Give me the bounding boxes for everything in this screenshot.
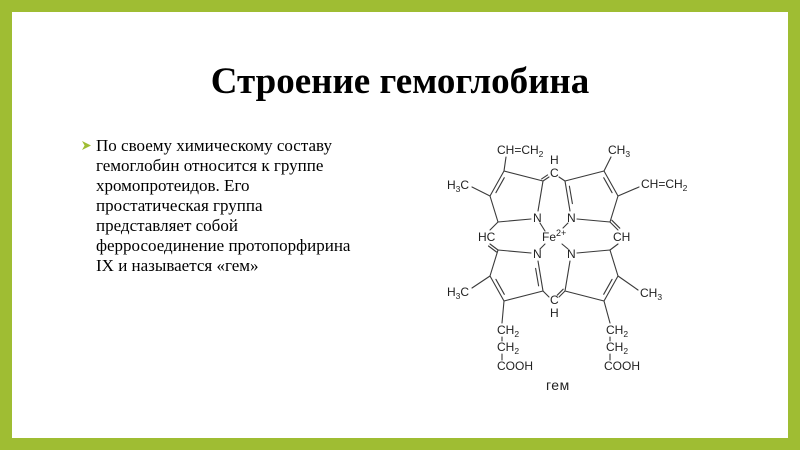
arrow-bullet-icon [82, 141, 91, 150]
bullet-line: хромопротеидов. Его [96, 176, 250, 195]
chain-left-ch2-upper [497, 323, 520, 339]
iron-atom [542, 228, 567, 244]
meso-hydrogen-bottom: H [550, 306, 559, 320]
chain-right-cooh: COOH [604, 359, 640, 373]
chain-subscript: 2 [514, 346, 520, 356]
methyl-hydrogen: H [447, 285, 456, 299]
methyl-carbon: C [460, 285, 470, 299]
vinyl-text: CH=CH [497, 143, 539, 157]
chain-text: CH [606, 340, 624, 354]
methyl-subscript: 3 [455, 291, 461, 301]
chain-text: CH [497, 323, 515, 337]
chain-subscript: 2 [623, 346, 629, 356]
methyl-group-top-left [447, 178, 470, 194]
methyl-subscript: 3 [657, 292, 663, 302]
chain-left-cooh: COOH [497, 359, 533, 373]
methyl-group-bottom-left [447, 285, 470, 301]
methyl-subscript: 3 [455, 184, 461, 194]
chain-subscript: 2 [623, 329, 629, 339]
chain-text: CH [497, 340, 515, 354]
methyl-hydrogen: H [447, 178, 456, 192]
methyl-group-top-right [608, 143, 631, 159]
meso-group-right: CH [613, 230, 631, 244]
meso-group-left: HC [478, 230, 496, 244]
chain-text: CH [606, 323, 624, 337]
methyl-carbon: C [460, 178, 470, 192]
nitrogen-bottom-left: N [533, 247, 542, 261]
bullet-paragraph [96, 136, 350, 276]
bullet-line: представляет собой [96, 216, 238, 235]
bullet-line: IX и называется «гем» [96, 256, 259, 275]
nitrogen-top-right: N [567, 211, 576, 225]
vinyl-subscript: 2 [682, 183, 688, 193]
diagram-caption: гем [546, 377, 570, 393]
bullet-line: гемоглобин относится к группе [96, 156, 324, 175]
meso-carbon-top: C [550, 166, 559, 180]
methyl-text: CH [608, 143, 626, 157]
chain-subscript: 2 [514, 329, 520, 339]
vinyl-group-top-left [497, 143, 544, 159]
chain-right-ch2-lower [606, 340, 629, 356]
vinyl-subscript: 2 [538, 149, 544, 159]
methyl-group-bottom-right [640, 286, 663, 302]
iron-charge: 2+ [556, 228, 567, 238]
meso-hydrogen-top: H [550, 153, 559, 167]
nitrogen-top-left: N [533, 211, 542, 225]
chain-left-ch2-lower [497, 340, 520, 356]
slide-title: Строение гемоглобина [210, 61, 590, 102]
vinyl-group-right [641, 177, 688, 193]
meso-carbon-bottom: C [550, 293, 559, 307]
methyl-text: CH [640, 286, 658, 300]
vinyl-text: CH=CH [641, 177, 683, 191]
methyl-subscript: 3 [625, 149, 631, 159]
bullet-line: По своему химическому составу [96, 136, 332, 155]
bullet-line: ферросоединение протопорфирина [96, 236, 351, 255]
iron-symbol: Fe [542, 230, 557, 244]
nitrogen-bottom-right: N [567, 247, 576, 261]
bullet-line: простатическая группа [96, 196, 263, 215]
chain-right-ch2-upper [606, 323, 629, 339]
